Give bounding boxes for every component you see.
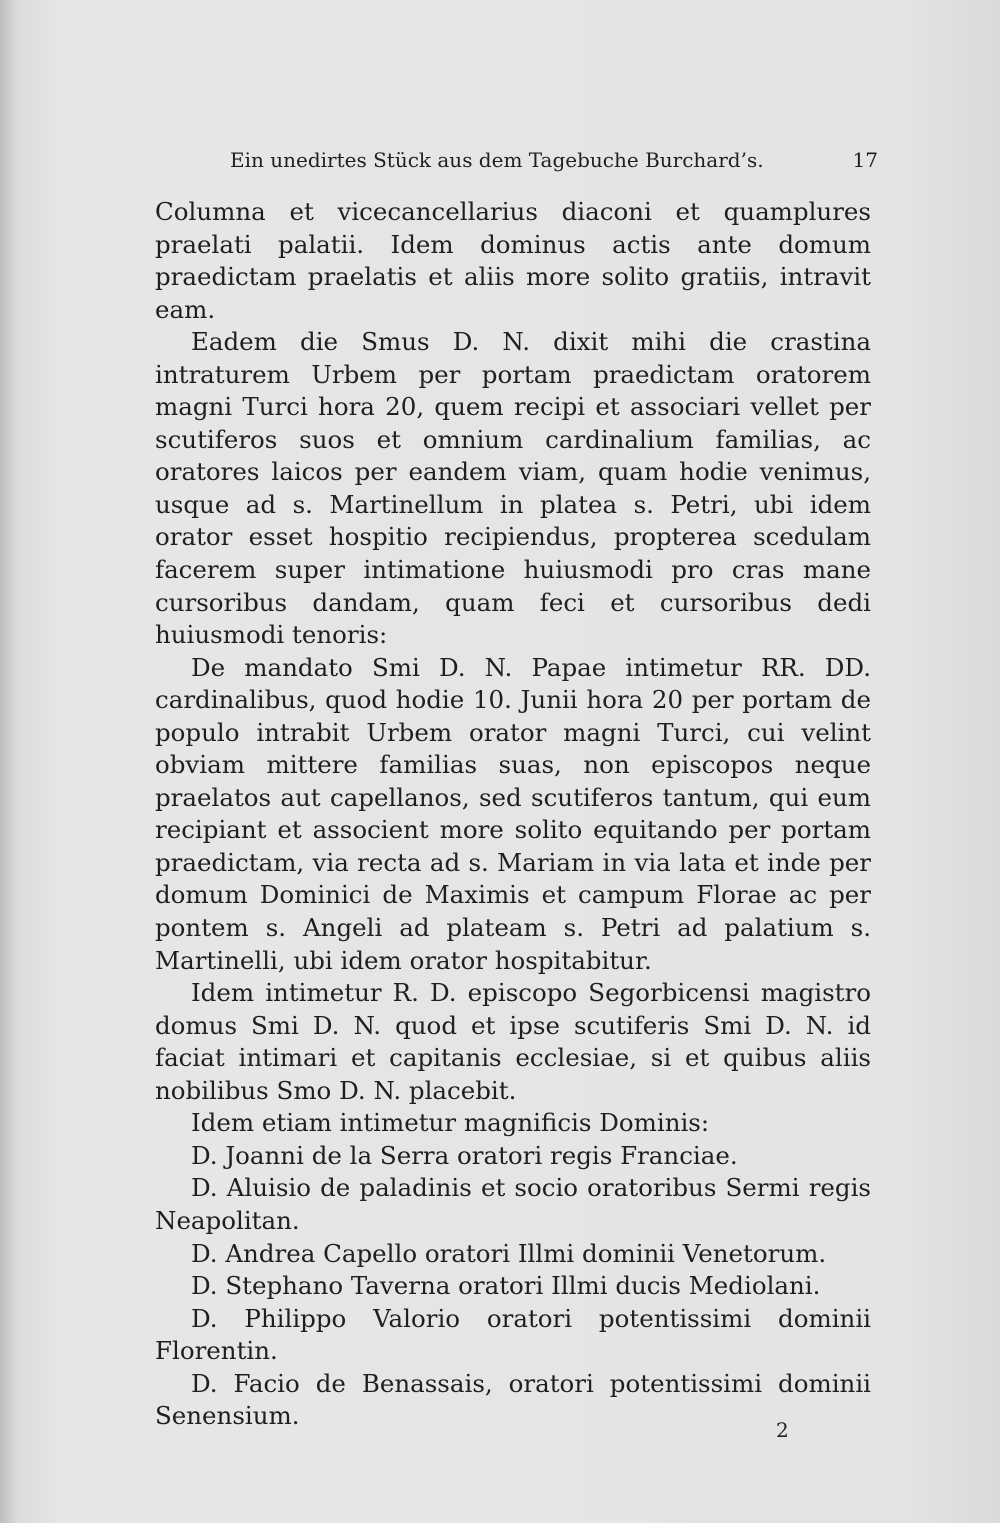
list-item: D. Andrea Capello oratori Illmi dominii Venetorum. bbox=[191, 1238, 827, 1268]
paragraph: De mandato Smi D. N. Papae intimetur RR. DD. cardinalibus, quod hodie 10. Junii hora 20 per portam de populo intrabit Urbem orator magni Turci, cui velint obviam mittere familias suas, non episcopos neque praelatos aut capellanos, sed scutiferos tantum, qui eum recipiant et associent more solito equitando per portam praedictam, via recta ad s. Mariam in via lata et inde per domum Dominici de Maximis et campum Florae ac per pontem s. Angeli ad plateam s. Petri ad palatium s. Martinelli, ubi idem orator hospitabitur. bbox=[155, 652, 871, 975]
list-item: D. Aluisio de paladinis et socio oratoribus Sermi regis Neapolitan. bbox=[155, 1173, 871, 1235]
signature-mark: 2 bbox=[776, 1418, 789, 1442]
paragraph: Idem etiam intimetur magnificis Dominis: bbox=[191, 1108, 710, 1138]
running-header bbox=[230, 147, 878, 173]
list-item: D. Philippo Valorio oratori potentissimi dominii Florentin. bbox=[155, 1303, 871, 1366]
list-item: D. Facio de Benassais, oratori potentissimi dominii Senensium. bbox=[155, 1368, 871, 1431]
paragraph: Idem intimetur R. D. episcopo Segorbicensi magistro domus Smi D. N. quod et ipse scutiferis Smi D. N. id faciat intimari et capitanis ecclesiae, si et quibus aliis nobilibus Smo D. N. placebit. bbox=[155, 978, 871, 1105]
paragraph: Columna et vicecancellarius diaconi et quamplures praelati palatii. Idem dominus actis ante domum praedictam praelatis et aliis more solito gratiis, intravit eam. bbox=[155, 197, 871, 324]
paragraph: Eadem die Smus D. N. dixit mihi die crastina intraturem Urbem per portam praedictam oratorem magni Turci hora 20, quem recipi et associari vellet per scutiferos suos et omnium cardinalium familias, ac oratores laicos per eandem viam, quam hodie venimus, usque ad s. Martinellum in platea s. Petri, ubi idem orator esset hospitio recipiendus, propterea scedulam facerem super intimatione huiusmodi pro cras mane cursoribus dandam, quam feci et cursoribus dedi huiusmodi tenoris: bbox=[155, 327, 871, 650]
running-title: Ein unedirtes Stück aus dem Tagebuche Burchard’s. bbox=[230, 148, 764, 172]
page-number: 17 bbox=[852, 148, 878, 172]
list-item: D. Joanni de la Serra oratori regis Franciae. bbox=[191, 1140, 738, 1170]
list-item: D. Stephano Taverna oratori Illmi ducis Mediolani. bbox=[191, 1271, 821, 1301]
body-text bbox=[155, 196, 871, 1433]
